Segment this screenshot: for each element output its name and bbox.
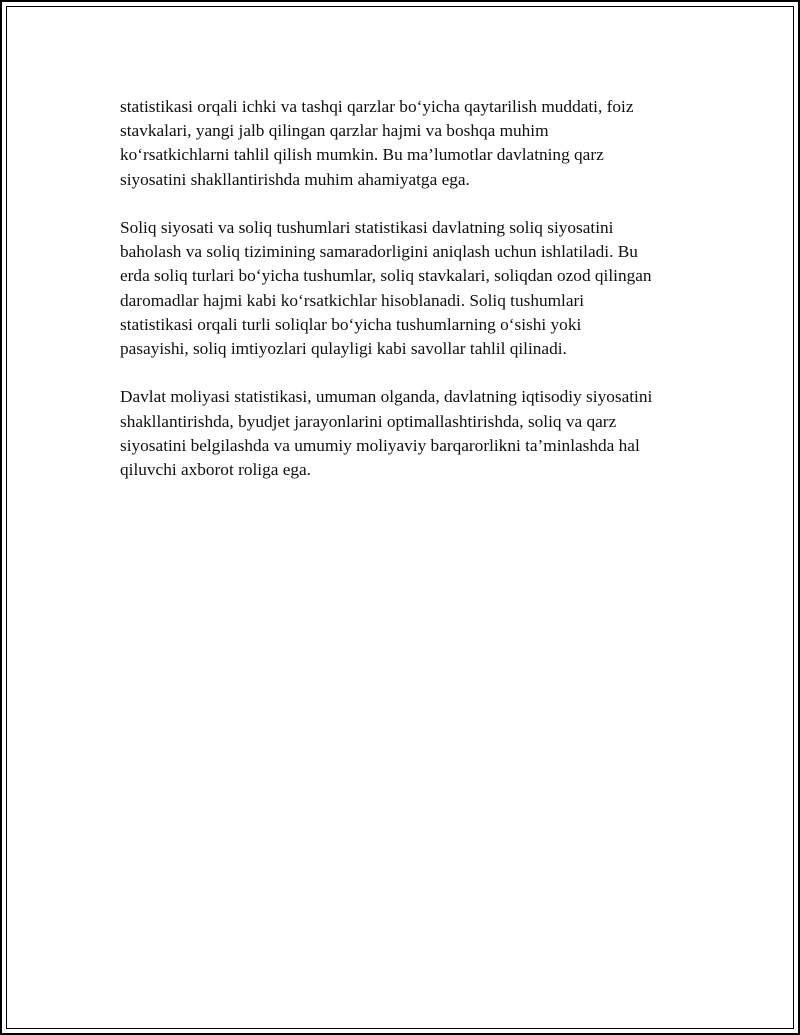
paragraph-conclusion: Davlat moliyasi statistikasi, umuman olganda, davlatning iqtisodiy siyosatini shakllantirishda, byudjet jarayonlarini optimallashtirishda, soliq va qarz siyosatini belgilashda va umumiy moliyaviy barqarorlikni ta’minlashda hal qiluvchi axborot roliga ega. xyxy=(120,387,653,480)
paragraph-tax-statistics: Soliq siyosati va soliq tushumlari statistikasi davlatning soliq siyosatini baholash va soliq tizimining samaradorligini aniqlash uchun ishlatiladi. Bu erda soliq turlari bo‘yicha tushumlar, soliq stavkalari, soliqdan ozod qilingan daromadlar hajmi kabi ko‘rsatkichlar hisoblanadi. Soliq tushumlari statistikasi orqali turli soliqlar bo‘yicha tushumlarning o‘sishi yoki pasayishi, soliq imtiyozlari qulayligi kabi savollar tahlil qilinadi. xyxy=(120,218,652,359)
paragraph-debt-statistics: statistikasi orqali ichki va tashqi qarzlar bo‘yicha qaytarilish muddati, foiz stavkalari, yangi jalb qilingan qarzlar hajmi va boshqa muhim ko‘rsatkichlarni tahlil qilish mumkin. Bu ma’lumotlar davlatning qarz siyosatini shakllantirishda muhim ahamiyatga ega. xyxy=(120,97,634,189)
document-body xyxy=(120,95,700,506)
